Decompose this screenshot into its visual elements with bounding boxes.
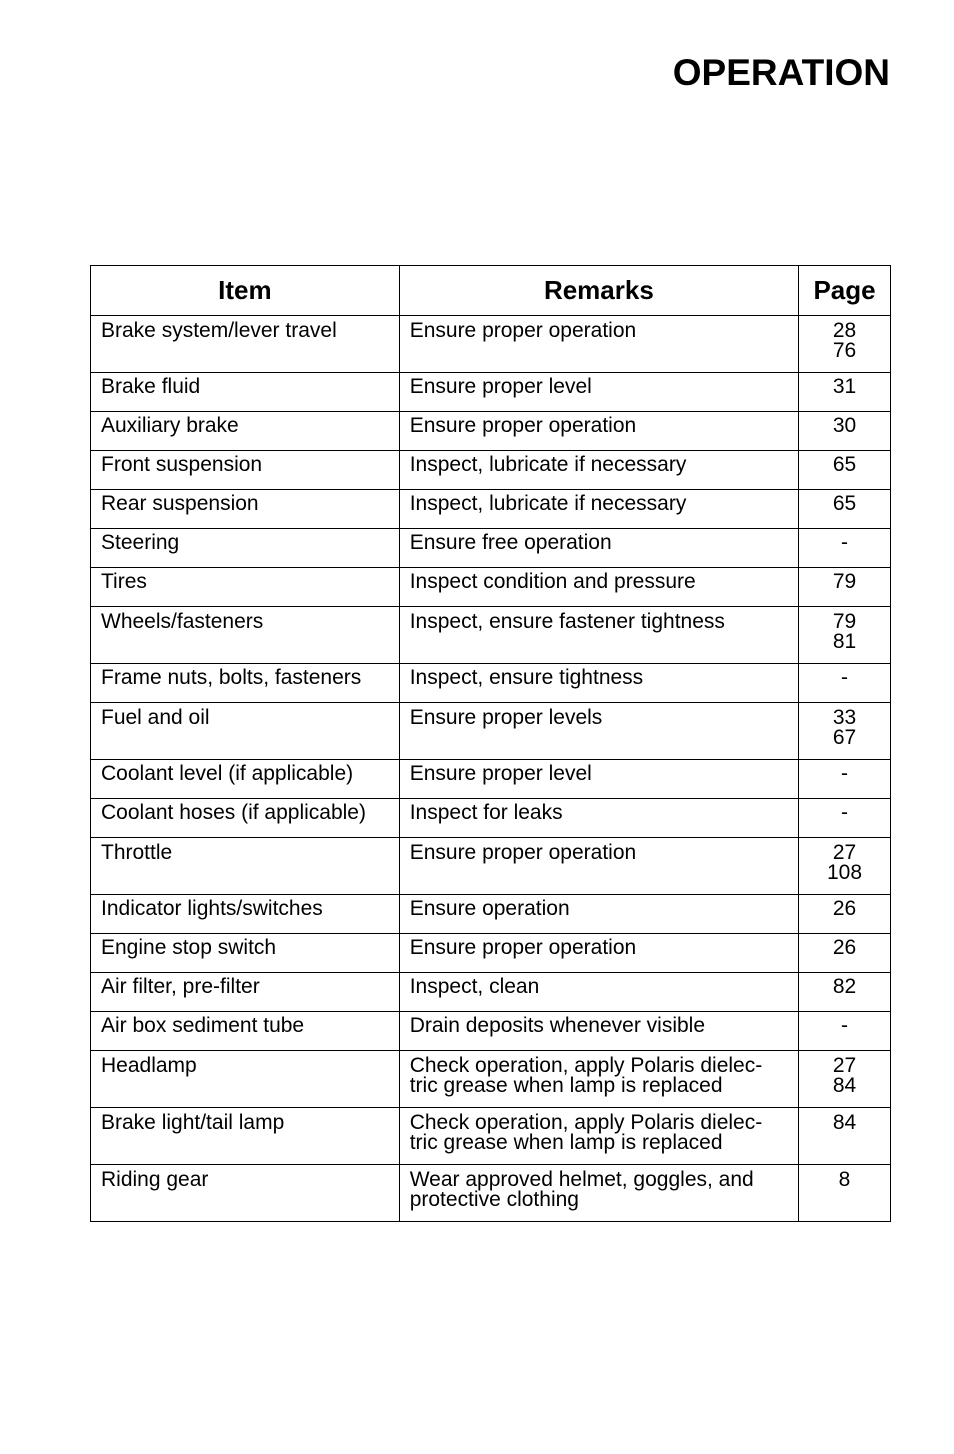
table-row (91, 838, 891, 895)
item-cell: Tires (91, 568, 400, 607)
remarks-line: Inspect, ensure tightness (409, 666, 644, 689)
item-cell: Throttle (91, 838, 400, 895)
page-cell (799, 838, 891, 895)
page-cell (799, 451, 891, 490)
page-cell (799, 799, 891, 838)
remarks-cell (399, 895, 798, 934)
table-row (91, 373, 891, 412)
remarks-line: Ensure proper operation (409, 841, 637, 864)
page-number: 28 (832, 319, 857, 342)
remarks-line: Inspect condition and pressure (409, 570, 696, 593)
table-row (91, 934, 891, 973)
remarks-cell (399, 1012, 798, 1051)
page-number: 26 (832, 936, 857, 959)
remarks-cell (399, 838, 798, 895)
table-row (91, 529, 891, 568)
remarks-cell (399, 1051, 798, 1108)
table-row (91, 490, 891, 529)
page-number: 79 (832, 570, 857, 593)
item-cell: Riding gear (91, 1165, 400, 1222)
remarks-line: Ensure proper operation (409, 319, 637, 342)
page-number: 84 (832, 1074, 857, 1097)
page-number: - (841, 666, 849, 689)
table-row (91, 1165, 891, 1222)
remarks-cell (399, 607, 798, 664)
table-row (91, 412, 891, 451)
page-number: 65 (832, 492, 857, 515)
page-cell (799, 412, 891, 451)
remarks-cell (399, 568, 798, 607)
page-cell (799, 1108, 891, 1165)
item-cell: Wheels/fasteners (91, 607, 400, 664)
remarks-cell (399, 316, 798, 373)
item-cell: Air filter, pre-filter (91, 973, 400, 1012)
remarks-cell (399, 799, 798, 838)
page-number: 31 (832, 375, 857, 398)
page-number: 27 (832, 841, 857, 864)
remarks-line: Wear approved helmet, goggles, and (409, 1168, 754, 1191)
page-cell (799, 664, 891, 703)
page-number: - (841, 1014, 849, 1037)
page-cell (799, 1051, 891, 1108)
page-cell (799, 934, 891, 973)
table-row (91, 1051, 891, 1108)
page-number: 27 (832, 1054, 857, 1077)
page-cell (799, 373, 891, 412)
item-cell: Air box sediment tube (91, 1012, 400, 1051)
item-cell: Brake fluid (91, 373, 400, 412)
remarks-cell (399, 373, 798, 412)
page-cell (799, 760, 891, 799)
item-cell: Engine stop switch (91, 934, 400, 973)
page-cell (799, 1012, 891, 1051)
item-cell: Brake system/lever travel (91, 316, 400, 373)
header-remarks: Remarks (399, 266, 798, 316)
remarks-line: Inspect, lubricate if necessary (409, 453, 687, 476)
item-cell: Front suspension (91, 451, 400, 490)
page-cell (799, 1165, 891, 1222)
item-cell: Steering (91, 529, 400, 568)
table-row (91, 607, 891, 664)
table-body (91, 316, 891, 1222)
table-row (91, 703, 891, 760)
item-cell: Coolant level (if applicable) (91, 760, 400, 799)
page-number: - (841, 531, 849, 554)
page-cell (799, 607, 891, 664)
remarks-cell (399, 760, 798, 799)
header-page: Page (799, 266, 891, 316)
remarks-line: Inspect, ensure fastener tightness (409, 610, 725, 633)
item-cell: Rear suspension (91, 490, 400, 529)
remarks-line: Ensure free operation (409, 531, 612, 554)
page-cell (799, 490, 891, 529)
remarks-line: Ensure proper level (409, 762, 592, 785)
page-number: 81 (832, 630, 857, 653)
item-cell: Auxiliary brake (91, 412, 400, 451)
remarks-cell (399, 1108, 798, 1165)
item-cell: Frame nuts, bolts, fasteners (91, 664, 400, 703)
page-number: 84 (832, 1111, 857, 1134)
remarks-line: Drain deposits whenever visible (409, 1014, 706, 1037)
page-number: - (841, 762, 849, 785)
item-cell: Coolant hoses (if applicable) (91, 799, 400, 838)
page-cell (799, 973, 891, 1012)
remarks-cell (399, 664, 798, 703)
page-number: - (841, 801, 849, 824)
table-row (91, 568, 891, 607)
remarks-cell (399, 934, 798, 973)
remarks-line: protective clothing (409, 1188, 579, 1211)
remarks-line: Inspect, clean (409, 975, 540, 998)
table-row (91, 664, 891, 703)
page-title: OPERATION (672, 52, 890, 93)
remarks-line: Inspect, lubricate if necessary (409, 492, 687, 515)
table-row (91, 895, 891, 934)
page-number: 76 (832, 339, 857, 362)
remarks-line: Ensure proper levels (409, 706, 603, 729)
page-number: 67 (832, 726, 857, 749)
remarks-cell (399, 529, 798, 568)
header-item: Item (91, 266, 400, 316)
remarks-cell (399, 451, 798, 490)
remarks-line: Ensure operation (409, 897, 570, 920)
remarks-line: tric grease when lamp is replaced (409, 1131, 723, 1154)
table-row (91, 451, 891, 490)
remarks-line: Check operation, apply Polaris dielec- (409, 1054, 763, 1077)
page-cell (799, 529, 891, 568)
page-number: 33 (832, 706, 857, 729)
remarks-line: Ensure proper level (409, 375, 592, 398)
page-number: 79 (832, 610, 857, 633)
table-header-row (91, 266, 891, 316)
item-cell: Headlamp (91, 1051, 400, 1108)
item-cell: Brake light/tail lamp (91, 1108, 400, 1165)
page-number: 26 (832, 897, 857, 920)
page-cell (799, 568, 891, 607)
remarks-cell (399, 703, 798, 760)
remarks-cell (399, 490, 798, 529)
table-row (91, 316, 891, 373)
page-cell (799, 895, 891, 934)
remarks-cell (399, 973, 798, 1012)
page-number: 82 (832, 975, 857, 998)
table-row (91, 760, 891, 799)
remarks-cell (399, 412, 798, 451)
remarks-line: Inspect for leaks (409, 801, 563, 824)
page-number: 65 (832, 453, 857, 476)
table-row (91, 799, 891, 838)
table-row (91, 1108, 891, 1165)
page-cell (799, 316, 891, 373)
remarks-line: tric grease when lamp is replaced (409, 1074, 723, 1097)
table-row (91, 973, 891, 1012)
remarks-cell (399, 1165, 798, 1222)
remarks-line: Ensure proper operation (409, 936, 637, 959)
table-row (91, 1012, 891, 1051)
remarks-line: Ensure proper operation (409, 414, 637, 437)
item-cell: Indicator lights/switches (91, 895, 400, 934)
page-cell (799, 703, 891, 760)
item-cell: Fuel and oil (91, 703, 400, 760)
pre-ride-checklist-table (90, 265, 891, 1222)
remarks-line: Check operation, apply Polaris dielec- (409, 1111, 763, 1134)
page-number: 108 (827, 861, 863, 884)
page-number: 30 (832, 414, 857, 437)
page-number: 8 (838, 1168, 851, 1191)
